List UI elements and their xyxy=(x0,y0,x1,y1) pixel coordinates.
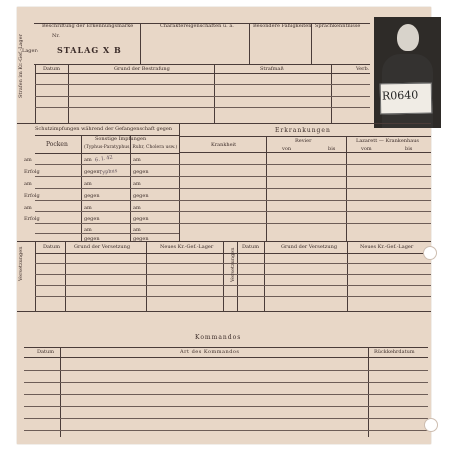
sonst-col3-am-2: am xyxy=(133,181,141,187)
label-lager: Lager: xyxy=(22,48,39,54)
sonst-col3-gegen-3: gegen xyxy=(133,216,149,222)
strafen-verb: Verb. xyxy=(356,66,370,72)
pocken-am-1: am xyxy=(24,157,32,163)
sonst-col3-gegen-1: gegen xyxy=(133,169,149,175)
sonst-am-2: am xyxy=(84,181,92,187)
krankheit-label: Krankheit xyxy=(211,142,237,148)
sonst-gegen-1: gegen xyxy=(84,169,100,175)
label-nr: Nr. xyxy=(52,33,60,39)
laz-bis: bis xyxy=(405,146,413,152)
kommandos-rueck: Rückkehrdatum xyxy=(374,349,415,355)
kommandos-datum: Datum xyxy=(37,349,54,355)
revier-bis: bis xyxy=(328,146,336,152)
sonst-am-3: am xyxy=(84,205,92,211)
sonst-col3-am-3: am xyxy=(133,205,141,211)
punch-hole xyxy=(424,418,438,432)
vers-datum: Datum xyxy=(43,244,60,250)
vers-grund-2: Grund der Versetzung xyxy=(281,244,338,250)
kommandos-title: Kommandos xyxy=(195,334,242,341)
strafen-mass: Strafmaß xyxy=(260,66,284,72)
photo-number: R0640 xyxy=(381,88,419,103)
sonst-gegen-2: gegen xyxy=(84,193,100,199)
label-faehigkeiten: Besondere Fähigkeiten xyxy=(253,23,312,29)
strafen-datum: Datum xyxy=(43,66,60,72)
label-beschriftung: Beschriftung der Erkennungsmarke xyxy=(42,23,134,29)
pocken-am-2: am xyxy=(24,181,32,187)
lazarett-label: Lazarett — Krankenhaus xyxy=(356,138,419,144)
sonstige-subtitle: (Typhus-Paratyphus, Ruhr, Cholera usw.) xyxy=(84,145,178,150)
vers-grund: Grund der Versetzung xyxy=(74,244,131,250)
versetzungen-side: Versetzungen xyxy=(18,246,24,281)
pocken-erfolg-2: Erfolg xyxy=(24,193,40,199)
face xyxy=(397,24,419,51)
prisoner-photo xyxy=(374,17,441,128)
punch-hole xyxy=(423,246,437,260)
sonst-col3-gegen-2: gegen xyxy=(133,193,149,199)
handwritten-note: Typhus xyxy=(98,168,118,176)
sonst-gegen-3: gegen xyxy=(84,216,100,222)
label-sprach: Sprachkenntnisse xyxy=(315,23,361,29)
sonstige-label: Sonstige Impfungen xyxy=(95,136,147,142)
strafen-grund: Grund der Bestrafung xyxy=(114,66,170,72)
pocken-label: Pocken xyxy=(46,141,68,148)
pocken-am-3: am xyxy=(24,205,32,211)
vers-neues: Neues Kr.-Gef.-Lager xyxy=(160,244,214,250)
sonst-am-4: am xyxy=(84,227,92,233)
versetzungen-side-2: Versetzungen xyxy=(230,247,236,282)
sonst-col3-gegen-4: gegen xyxy=(133,236,149,242)
impfungen-title: Schutzimpfungen während der Gefangenschaft gegen xyxy=(35,126,173,132)
sonst-col3-am-1: am xyxy=(133,157,141,163)
strafen-side: Strafen im Kr.-Gef.-Lager xyxy=(18,34,24,98)
pocken-erfolg-3: Erfolg xyxy=(24,216,40,222)
pocken-erfolg-1: Erfolg xyxy=(24,169,40,175)
kommandos-art: Art des Kommandos xyxy=(180,349,240,355)
sonst-gegen-4: gegen xyxy=(84,236,100,242)
laz-von: vom xyxy=(361,146,372,152)
handwritten-date: 6. I. 42 xyxy=(94,154,114,164)
revier-label: Revier xyxy=(295,138,312,144)
revier-von: von xyxy=(282,146,292,152)
lager-value: STALAG X B xyxy=(57,45,122,55)
erkrankungen-title: Erkrankungen xyxy=(275,127,331,134)
sonst-col3-am-4: am xyxy=(133,227,141,233)
vers-datum-2: Datum xyxy=(242,244,259,250)
vers-neues-2: Neues Kr.-Gef.-Lager xyxy=(360,244,414,250)
label-charakter: Charaktereigenschaften u. a. xyxy=(160,23,234,29)
sonst-am-1: am xyxy=(84,157,92,163)
